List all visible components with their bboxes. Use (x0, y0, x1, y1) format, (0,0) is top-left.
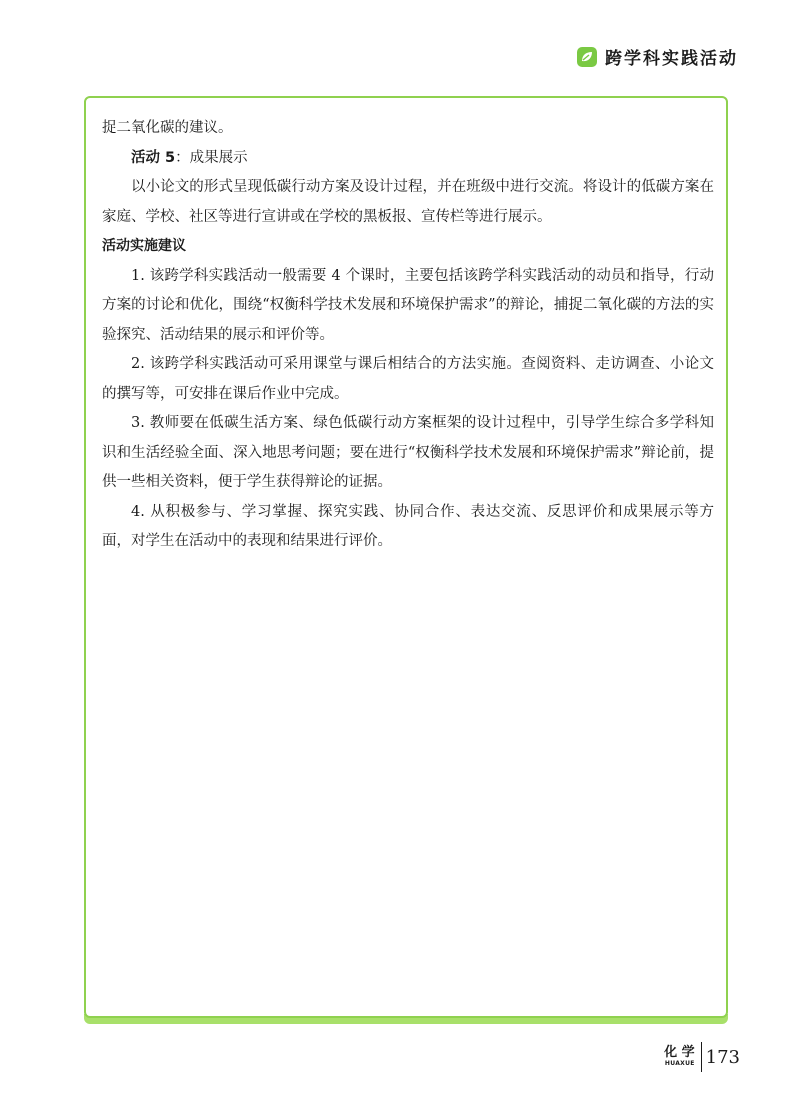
section-header (577, 44, 738, 69)
suggestion-2: 2. 该跨学科实践活动可采用课堂与课后相结合的方法实施。查阅资料、走访调查、小论文的撰写等，可安排在课后作业中完成。 (102, 356, 714, 402)
content-text (102, 114, 714, 557)
activity-5-title: 成果展示 (189, 149, 248, 166)
subject-chinese: 化 学 (664, 1045, 695, 1060)
subject-label (664, 1046, 695, 1068)
suggestion-4: 4. 从积极参与、学习掌握、探究实践、协同合作、表达交流、反思评价和成果展示等方面，对学生在活动中的表现和结果进行评价。 (102, 503, 714, 549)
suggestion-3: 3. 教师要在低碳生活方案、绿色低碳行动方案框架的设计过程中，引导学生综合多学科知识和生活经验全面、深入地思考问题；要在进行“权衡科学技术发展和环境保护需求”辩论前，提供一些相关资料，便于学生获得辩论的证据。 (102, 415, 714, 490)
subject-pinyin: HUAXUE (664, 1060, 695, 1067)
page-number: 173 (705, 1046, 740, 1068)
activity-5-body: 以小论文的形式呈现低碳行动方案及设计过程，并在班级中进行交流。将设计的低碳方案在家庭、学校、社区等进行宣讲或在学校的黑板报、宣传栏等进行展示。 (102, 179, 714, 225)
activity-5-label: 活动 5 (131, 149, 176, 166)
activity-5-separator: ： (175, 149, 190, 166)
activity-5-heading (102, 144, 714, 174)
leaf-badge-icon (577, 47, 597, 67)
continuation-line: 捉二氧化碳的建议。 (102, 120, 233, 136)
section-title: 跨学科实践活动 (605, 49, 738, 69)
page-footer (664, 1042, 740, 1072)
suggestion-1: 1. 该跨学科实践活动一般需要 4 个课时，主要包括该跨学科实践活动的动员和指导，行动方案的讨论和优化，围绕“权衡科学技术发展和环境保护需求”的辩论，捕捉二氧化碳的方法的实验探究、活动结果的展示和评价等。 (102, 267, 714, 343)
suggestions-heading: 活动实施建议 (102, 238, 186, 254)
footer-divider (701, 1042, 702, 1072)
